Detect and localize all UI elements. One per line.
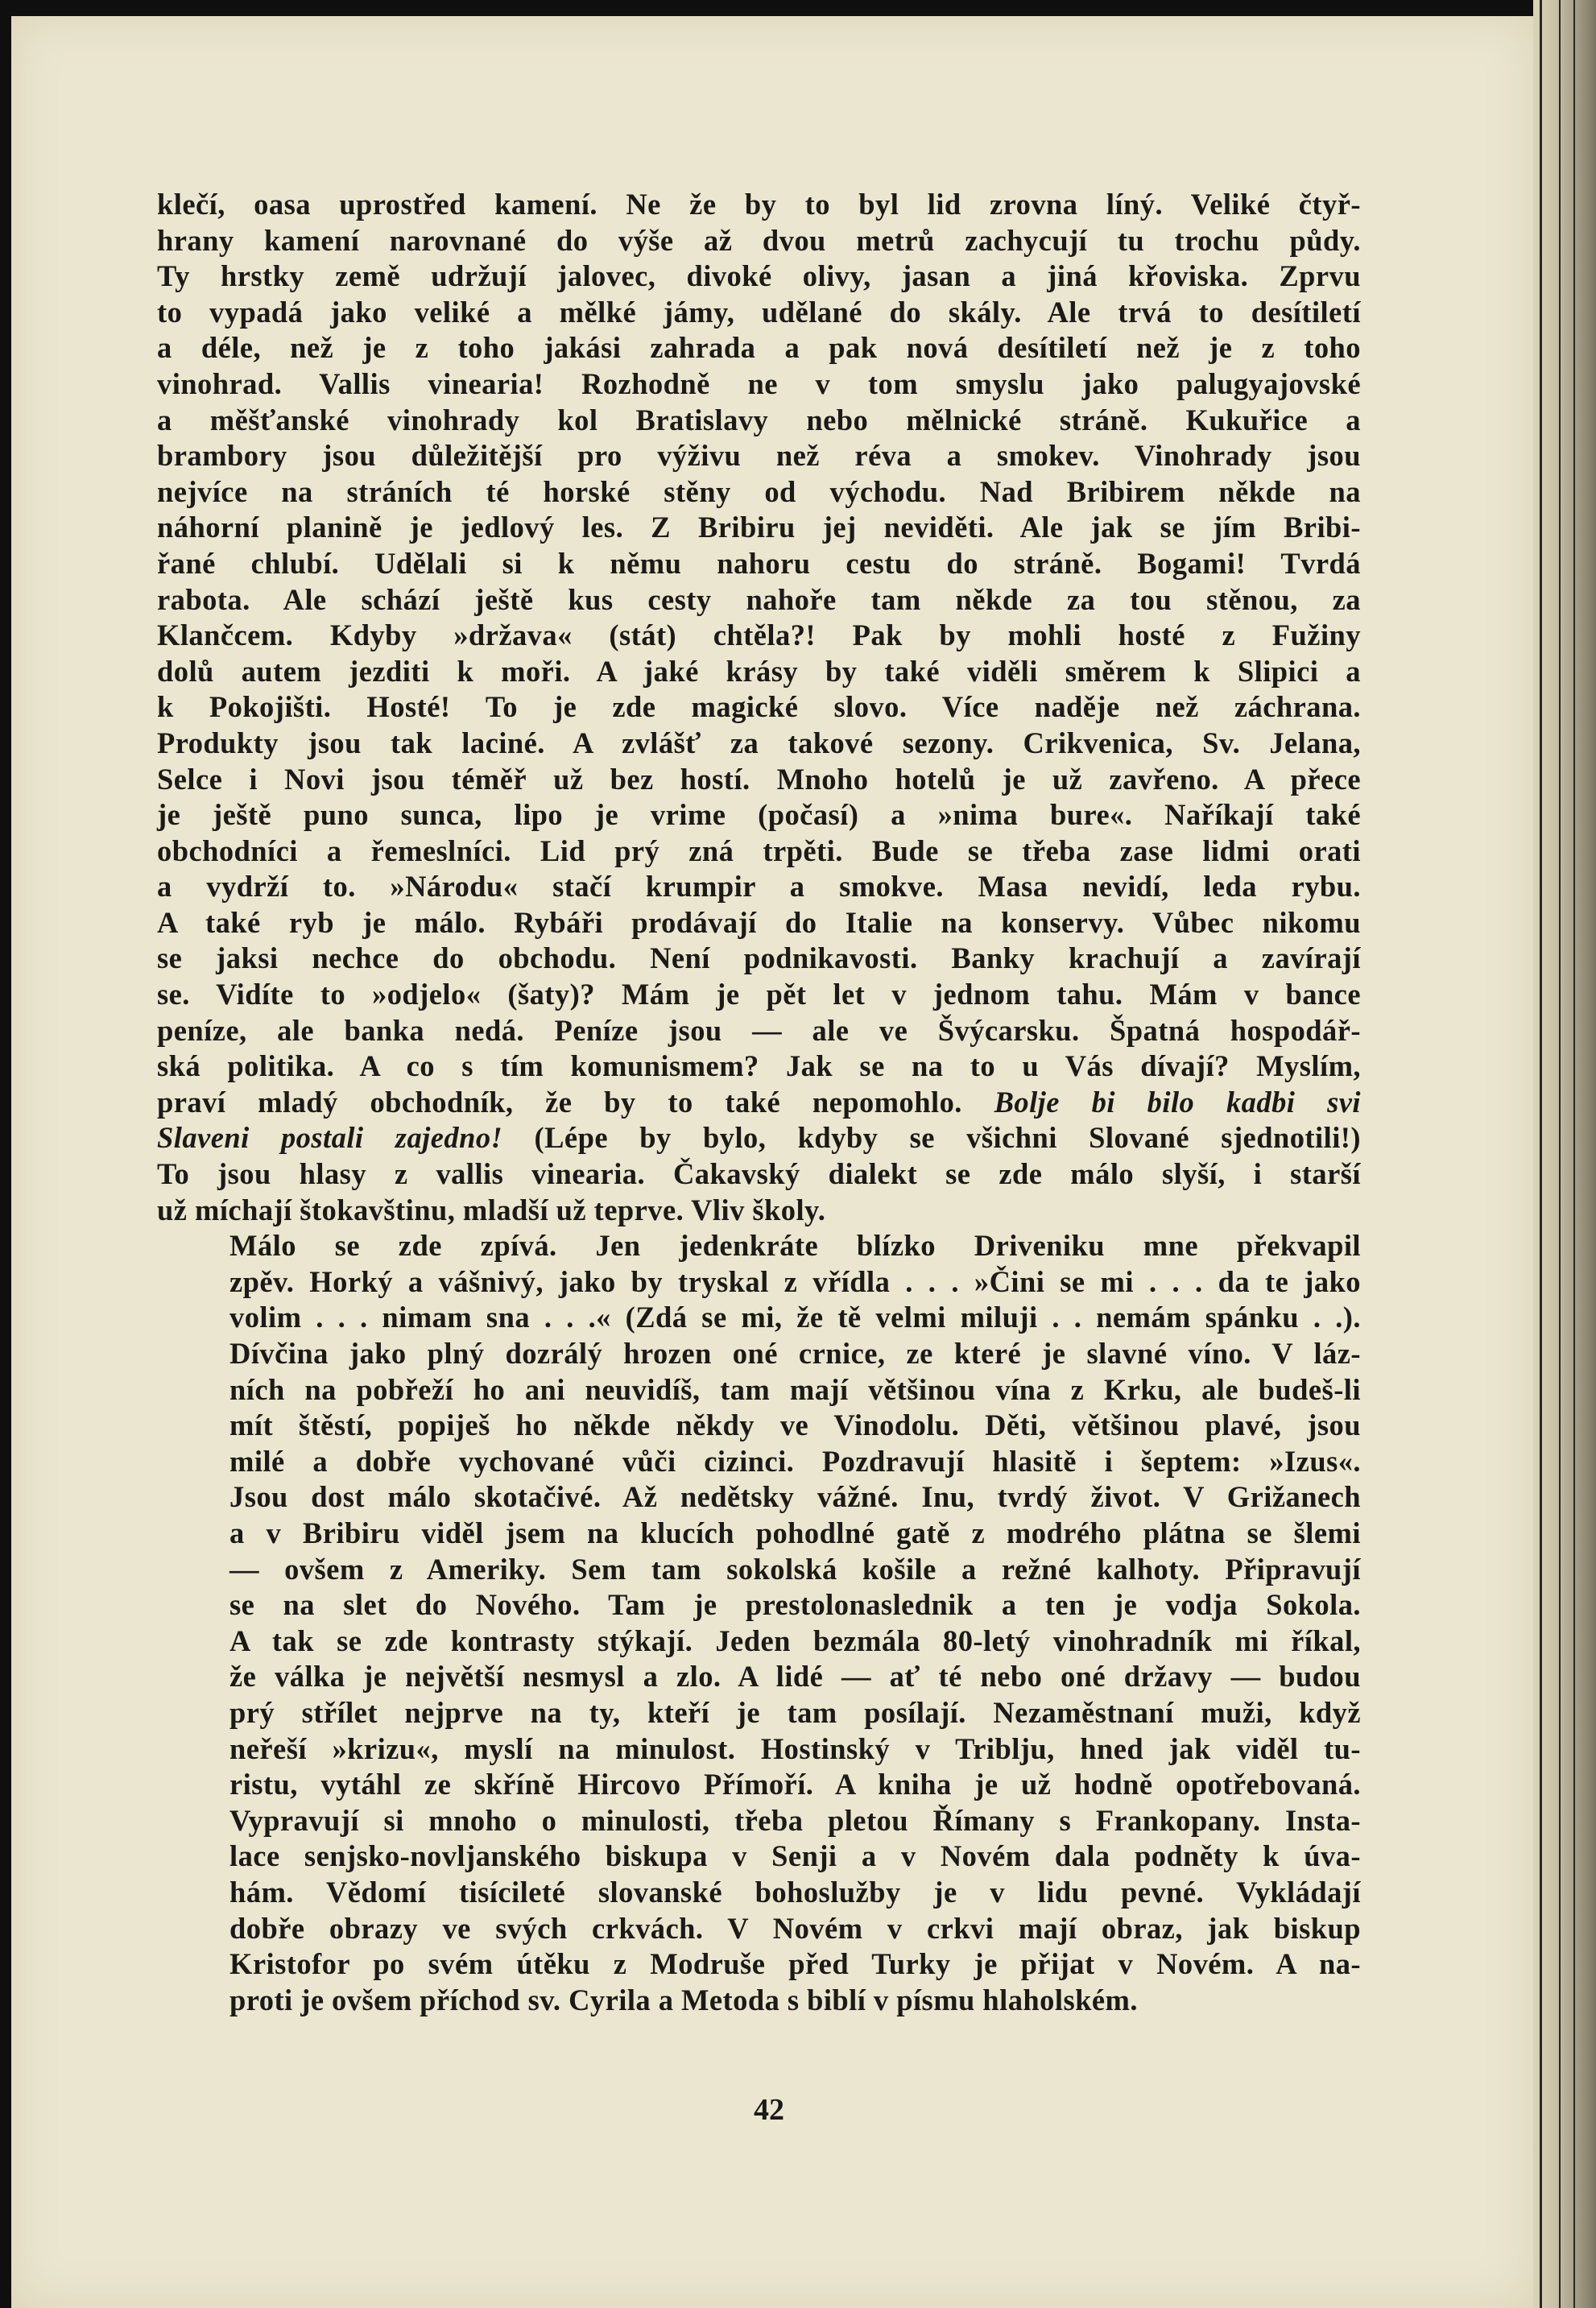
text-line: ristu, vytáhl ze skříně Hircovo Přímoří. A kniha je už hodně opotřebovaná. — [229, 1768, 1361, 1801]
paragraph-2 — [157, 1228, 1361, 2018]
italic-quote: Bolje bi bilo kadbi svi — [994, 1085, 1361, 1119]
text-line: Málo se zde zpívá. Jen jedenkráte blízko Driveniku mne překvapil — [229, 1229, 1361, 1263]
text-line: — ovšem z Ameriky. Sem tam sokolská košile a režné kalhoty. Připravují — [229, 1552, 1361, 1586]
italic-quote: Slaveni postali zajedno! — [157, 1121, 503, 1155]
page-edge-line — [1573, 0, 1575, 2308]
text-line: volim . . . nimam sna . . .« (Zdá se mi, že tě velmi miluji . . nemám spánku . .). — [229, 1301, 1361, 1334]
text-line: mít štěstí, popiješ ho někde někdy ve Vinodolu. Děti, většinou plavé, jsou — [229, 1408, 1361, 1442]
text-line — [157, 1085, 1361, 1121]
text-line: brambory jsou důležitější pro výživu než réva a smokev. Vinohrady jsou — [157, 439, 1361, 473]
text-line: Klančcem. Kdyby »država« (stát) chtěla?! Pak by mohli hosté z Fužiny — [157, 618, 1361, 652]
text-line: dobře obrazy ve svých crkvách. V Novém v crkvi mají obraz, jak biskup — [229, 1911, 1361, 1945]
text-line: se na slet do Nového. Tam je prestolonaslednik a ten je vodja Sokola. — [229, 1588, 1361, 1622]
text-line: lace senjsko-novljanského biskupa v Senji a v Novém dala podněty k úva- — [229, 1839, 1361, 1873]
text-line: hrany kamení narovnané do výše až dvou metrů zachycují tu trochu půdy. — [157, 223, 1361, 257]
text-line: Selce i Novi jsou téměř už bez hostí. Mnoho hotelů je už zavřeno. A přece — [157, 762, 1361, 796]
text-line: ská politika. A co s tím komunismem? Jak se na to u Vás dívají? Myslím, — [157, 1049, 1361, 1083]
text-line: neřeší »krizu«, myslí na minulost. Hostinský v Triblju, hned jak viděl tu- — [229, 1731, 1361, 1765]
text-line: klečí, oasa uprostřed kamení. Ne že by to byl lid zrovna líný. Veliké čtyř- — [157, 188, 1361, 221]
text-line: obchodníci a řemeslníci. Lid prý zná trpěti. Bude se třeba zase lidmi orati — [157, 833, 1361, 867]
text-run: praví mladý obchodník, že by to také nepomohlo. — [157, 1085, 962, 1119]
text-line: a v Bribiru viděl jsem na klucích pohodlné gatě z modrého plátna se šlemi — [229, 1516, 1361, 1549]
text-line: hám. Vědomí tisícileté slovanské bohoslužby je v lidu pevné. Vykládají — [229, 1875, 1361, 1909]
text-line: že válka je největší nesmysl a zlo. A lidé — ať té nebo oné državy — budou — [229, 1660, 1361, 1694]
text-line: Produkty jsou tak laciné. A zvlášť za takové sezony. Crikvenica, Sv. Jelana, — [157, 726, 1361, 759]
text-line: Dívčina jako plný dozrálý hrozen oné crnice, ze které je slavné víno. V láz- — [229, 1337, 1361, 1370]
text-line: a měšťanské vinohrady kol Bratislavy nebo mělnické stráně. Kukuřice a — [157, 403, 1361, 436]
text-line: Jsou dost málo skotačivé. Až nedětsky vážné. Inu, tvrdý život. V Grižanech — [229, 1480, 1361, 1514]
text-line: peníze, ale banka nedá. Peníze jsou — ale ve Švýcarsku. Špatná hospodář- — [157, 1013, 1361, 1047]
text-line: ních na pobřeží ho ani neuvidíš, tam mají většinou vína z Krku, ale budeš-li — [229, 1372, 1361, 1406]
text-line: nejvíce na stráních té horské stěny od východu. Nad Bribirem někde na — [157, 474, 1361, 508]
text-line — [157, 1120, 1361, 1156]
text-line: k Pokojišti. Hosté! To je zde magické slovo. Více naděje než záchrana. — [157, 690, 1361, 724]
text-line: Ty hrstky země udržují jalovec, divoké olivy, jasan a jiná křoviska. Zprvu — [157, 259, 1361, 293]
text-line: náhorní planině je jedlový les. Z Bribiru jej neviděti. Ale jak se jím Bribi- — [157, 511, 1361, 544]
text-line: vinohrad. Vallis vinearia! Rozhodně ne v tom smyslu jako palugyajovské — [157, 366, 1361, 400]
book-page-edge — [1533, 0, 1596, 2308]
text-line: prý střílet nejprve na ty, kteří je tam posílají. Nezaměstnaní muži, když — [229, 1695, 1361, 1729]
text-line: Vypravují si mnoho o minulosti, třeba pletou Římany s Frankopany. Insta- — [229, 1803, 1361, 1837]
page-edge-line — [1559, 0, 1561, 2308]
text-line: milé a dobře vychované vůči cizinci. Pozdravují hlasitě i šeptem: »Izus«. — [229, 1444, 1361, 1478]
text-line: se jaksi nechce do obchodu. Není podnikavosti. Banky krachují a zavírají — [157, 941, 1361, 975]
text-line: zpěv. Horký a vášnivý, jako by tryskal z vřídla . . . »Čini se mi . . . da te jako — [229, 1264, 1361, 1298]
text-line: a déle, než je z toho jakási zahrada a pak nová desítiletí než je z toho — [157, 331, 1361, 365]
text-run: (Lépe by bylo, kdyby se všichni Slované sjednotili!) — [502, 1121, 1361, 1155]
text-line: A také ryb je málo. Rybáři prodávají do Italie na konservy. Vůbec nikomu — [157, 905, 1361, 939]
paragraph-1 — [157, 187, 1361, 1228]
text-line: řané chlubí. Udělali si k němu nahoru cestu do stráně. Bogami! Tvrdá — [157, 546, 1361, 580]
text-line: je ještě puno sunca, lipo je vrime (počasí) a »nima bure«. Naříkají také — [157, 798, 1361, 832]
text-line: dolů autem jezditi k moři. A jaké krásy by také viděli směrem k Slipici a — [157, 654, 1361, 688]
text-line: rabota. Ale schází ještě kus cesty nahoře tam někde za tou stěnou, za — [157, 582, 1361, 616]
page-number: 42 — [754, 2093, 784, 2127]
text-line: proti je ovšem příchod sv. Cyrila a Metoda s biblí v písmu hlaholském. — [229, 1983, 1138, 2016]
text-line: A tak se zde kontrasty stýkají. Jeden bezmála 80-letý vinohradník mi říkal, — [229, 1623, 1361, 1657]
body-text — [157, 187, 1361, 2018]
text-line: to vypadá jako veliké a mělké jámy, udělané do skály. Ale trvá to desítiletí — [157, 295, 1361, 329]
text-line: Kristofor po svém útěku z Modruše před Turky je přijat v Novém. A na- — [229, 1947, 1361, 1981]
text-line: se. Vidíte to »odjelo« (šaty)? Mám je pět let v jednom tahu. Mám v bance — [157, 978, 1361, 1011]
text-line: a vydrží to. »Národu« stačí krumpir a smokve. Masa nevidí, leda rybu. — [157, 870, 1361, 904]
text-line: už míchají štokavštinu, mladší už teprve. Vliv školy. — [157, 1193, 826, 1226]
text-line: To jsou hlasy z vallis vinearia. Čakavský dialekt se zde málo slyší, i starší — [157, 1157, 1361, 1191]
page-edge-line — [1540, 0, 1542, 2308]
